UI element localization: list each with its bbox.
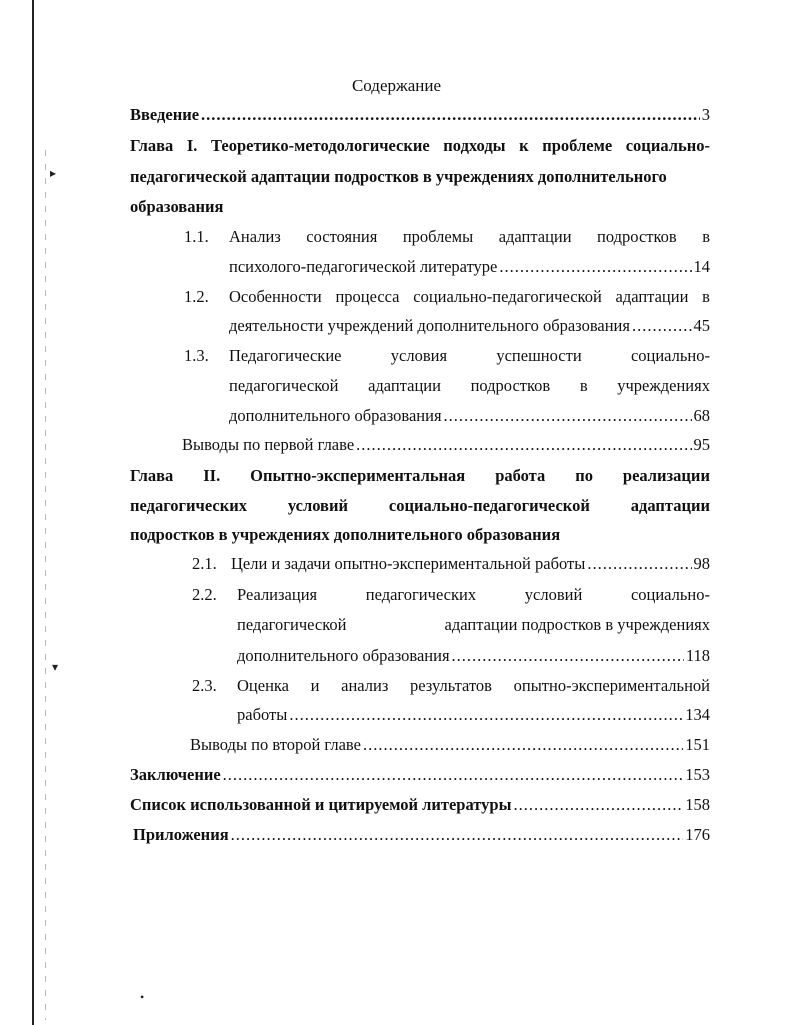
leader-dots: [231, 824, 684, 846]
toc-entry-ch1-conclusion[interactable]: Выводы по первой главе ..... 95: [182, 434, 710, 456]
leader-dots: [223, 764, 684, 786]
chapter-1-heading-line2: педагогической адаптации подростков в учреждениях дополнительного: [130, 167, 667, 186]
chapter-1-heading[interactable]: Глава I. Теоретико-методологические подходы к проблеме социально-: [130, 136, 710, 155]
leader-dots: [632, 315, 692, 337]
toc-entry-intro[interactable]: Введение ..... 3: [130, 104, 710, 126]
toc-entry-1-2-line2[interactable]: деятельности учреждений дополнительного образования ..... 45: [229, 315, 710, 337]
section-number: 2.1.: [192, 554, 217, 573]
leader-dots: [356, 434, 691, 456]
toc-entry-1-3[interactable]: Педагогические условия успешности социально-: [229, 346, 710, 365]
leader-dots: [587, 553, 691, 575]
toc-entry-1-3-line3[interactable]: дополнительного образования ..... 68: [229, 405, 710, 427]
chapter-1-heading-line3: образования: [130, 197, 224, 216]
section-number: 1.2.: [184, 287, 209, 306]
toc-entry-2-1[interactable]: Цели и задачи опытно-экспериментальной работы ..... 98: [231, 553, 710, 575]
scan-mark-icon: ▾: [52, 660, 59, 674]
toc-entry-2-3-line2[interactable]: работы ..... 134: [237, 704, 710, 726]
scan-edge-line: [32, 0, 34, 1025]
chapter-2-heading[interactable]: Глава II. Опытно-экспериментальная работа по реализации: [130, 466, 710, 485]
toc-entry-1-2[interactable]: Особенности процесса социально-педагогической адаптации в: [229, 287, 710, 306]
toc-entry-bibliography[interactable]: Список использованной и цитируемой литературы ..... 158: [130, 794, 710, 816]
chapter-2-heading-line3: подростков в учреждениях дополнительного образования: [130, 525, 561, 544]
chapter-2-heading-line2: педагогических условий социально-педагогической адаптации: [130, 496, 710, 515]
section-number: 2.2.: [192, 585, 217, 604]
leader-dots: [452, 645, 684, 667]
section-number: 1.1.: [184, 227, 209, 246]
toc-entry-1-3-line2[interactable]: педагогической адаптации подростков в учреждениях: [229, 376, 710, 395]
toc-entry-1-1[interactable]: Анализ состояния проблемы адаптации подростков в: [229, 227, 710, 246]
toc-entry-2-2-line3[interactable]: дополнительного образования ..... 118: [237, 645, 710, 667]
toc-entry-1-1-line2[interactable]: психолого-педагогической литературе ..... 14: [229, 256, 710, 278]
leader-dots: [499, 256, 691, 278]
page-title: Содержание: [351, 76, 442, 95]
scan-edge-noise: [45, 150, 46, 1020]
toc-entry-appendix[interactable]: Приложения ..... 176: [133, 824, 710, 846]
leader-dots: [201, 104, 700, 126]
scan-dot-icon: •: [140, 990, 145, 1004]
section-number: 1.3.: [184, 346, 209, 365]
section-number: 2.3.: [192, 676, 217, 695]
toc-entry-2-3[interactable]: Оценка и анализ результатов опытно-экспериментальной: [237, 676, 710, 695]
toc-entry-ch2-conclusion[interactable]: Выводы по второй главе ..... 151: [190, 734, 710, 756]
toc-entry-2-2[interactable]: Реализация педагогических условий социально-: [237, 585, 710, 604]
leader-dots: [289, 704, 683, 726]
leader-dots: [514, 794, 684, 816]
scan-mark-icon: ▸: [50, 166, 57, 180]
toc-entry-conclusion[interactable]: Заключение ..... 153: [130, 764, 710, 786]
leader-dots: [363, 734, 683, 756]
leader-dots: [444, 405, 692, 427]
toc-entry-2-2-line2[interactable]: педагогической адаптации подростков в учреждениях: [237, 615, 710, 634]
